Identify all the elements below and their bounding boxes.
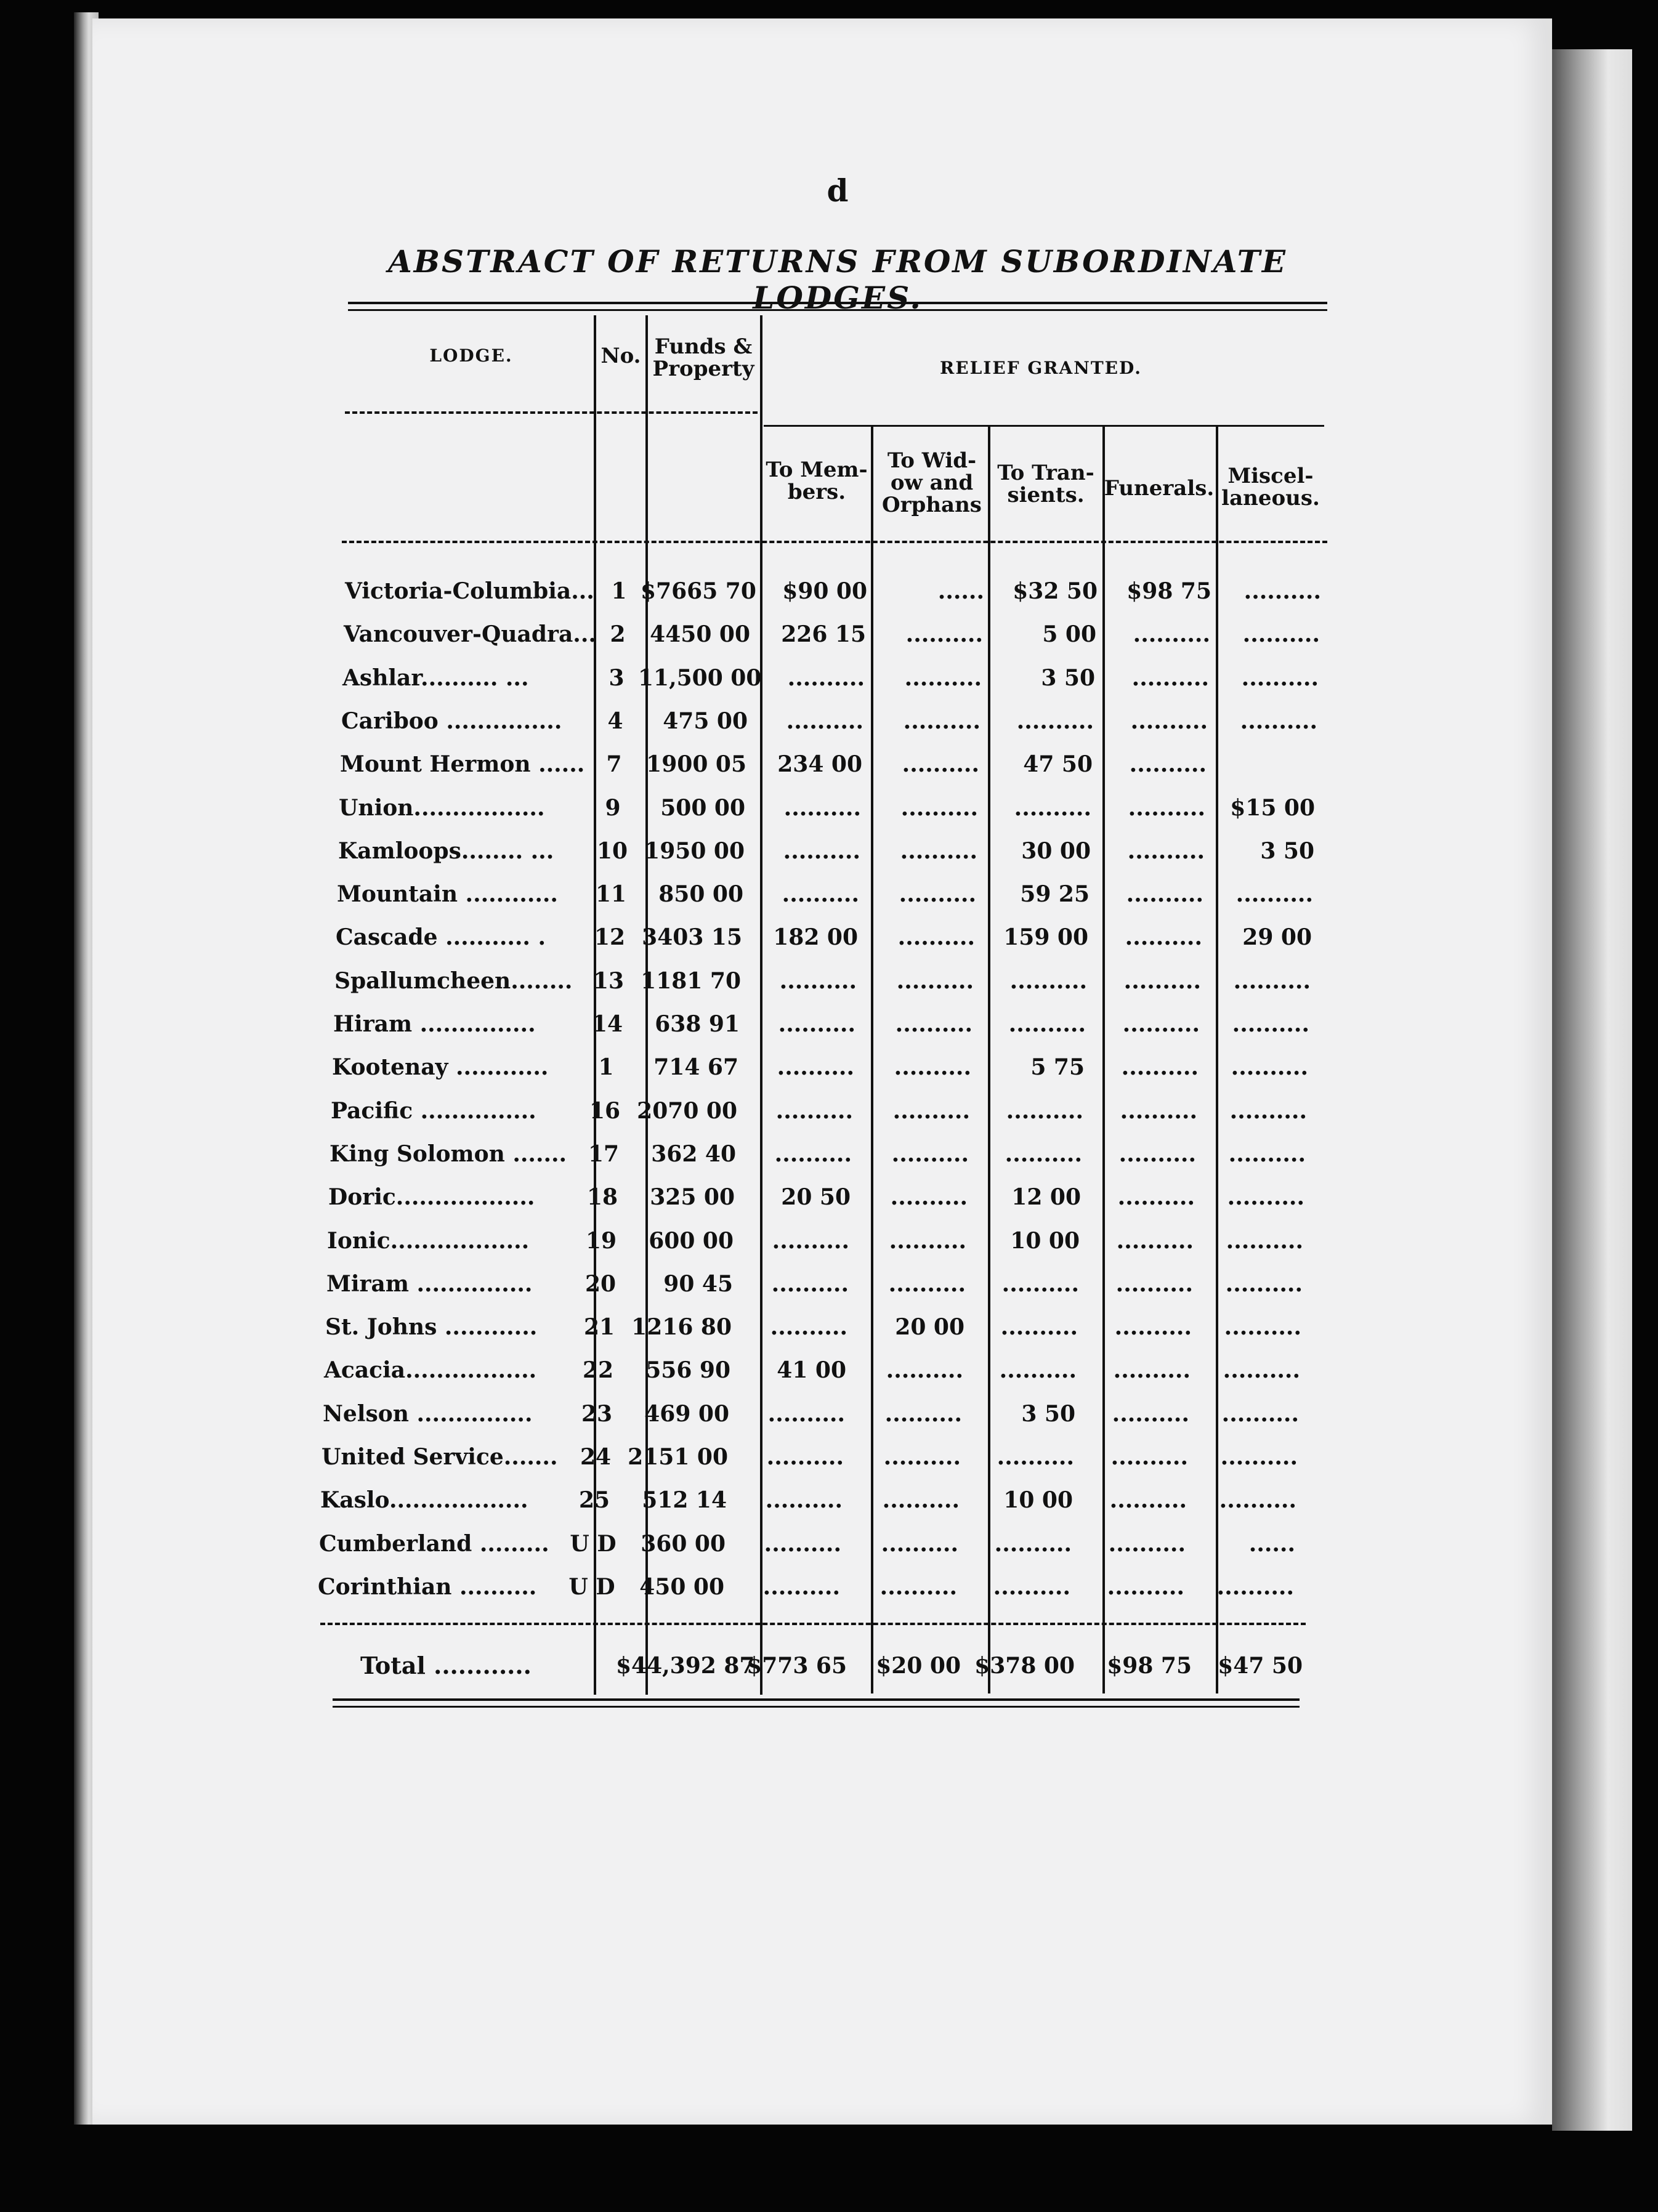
table-row xyxy=(0,613,1657,656)
relief-to-widows-orphans: .......... xyxy=(902,751,979,777)
relief-to-widows-orphans: .......... xyxy=(905,621,983,647)
relief-to-members: .......... xyxy=(777,1054,854,1080)
header-to-members: To Mem-bers. xyxy=(766,458,868,504)
table-row xyxy=(0,656,1656,700)
funds-property: 1216 80 xyxy=(631,1314,732,1340)
funds-property: $7665 70 xyxy=(641,578,756,604)
relief-to-transients: 5 75 xyxy=(1030,1054,1085,1080)
funds-property: 325 00 xyxy=(650,1184,735,1210)
relief-to-members: .......... xyxy=(778,1011,855,1037)
relief-miscellaneous: .......... xyxy=(1228,1141,1306,1167)
relief-to-transients: 47 50 xyxy=(1023,751,1093,777)
relief-miscellaneous: .......... xyxy=(1240,708,1317,734)
funds-property: 850 00 xyxy=(658,881,743,907)
relief-to-members: .......... xyxy=(767,1401,845,1427)
lodge-number: 4 xyxy=(607,708,623,734)
relief-to-transients: 10 00 xyxy=(1010,1228,1080,1254)
relief-to-widows-orphans: .......... xyxy=(895,1011,973,1037)
lodge-name: Victoria-Columbia... xyxy=(345,578,594,604)
relief-funerals: .......... xyxy=(1133,621,1210,647)
relief-funerals: .......... xyxy=(1126,881,1203,907)
relief-to-widows-orphans: .......... xyxy=(889,1228,966,1254)
relief-to-widows-orphans: .......... xyxy=(892,1098,970,1124)
total-funds: $44,392 87 xyxy=(616,1653,755,1679)
relief-to-transients: 12 00 xyxy=(1011,1184,1081,1210)
header-to-widows: To Wid-ow and Orphans xyxy=(882,448,982,517)
relief-to-members: .......... xyxy=(772,1228,849,1254)
relief-to-widows-orphans: .......... xyxy=(904,665,982,691)
funds-property: 475 00 xyxy=(663,708,748,734)
relief-to-members: .......... xyxy=(764,1531,841,1557)
relief-to-members: .......... xyxy=(783,795,861,821)
relief-funerals: .......... xyxy=(1120,1098,1197,1124)
relief-to-members: .......... xyxy=(782,881,859,907)
relief-to-widows-orphans: .......... xyxy=(886,1357,963,1383)
relief-to-members: .......... xyxy=(779,968,857,994)
table-row xyxy=(0,1262,1640,1306)
lodge-number: 18 xyxy=(586,1184,618,1210)
lodge-number: 25 xyxy=(578,1487,610,1513)
relief-funerals: .......... xyxy=(1121,1054,1199,1080)
relief-to-members: .......... xyxy=(770,1314,847,1340)
relief-miscellaneous xyxy=(1215,743,1316,786)
lodge-number: 1 xyxy=(598,1054,614,1080)
relief-to-members: .......... xyxy=(765,1487,843,1513)
lodge-number: 19 xyxy=(585,1228,617,1254)
page-letter: d xyxy=(827,172,849,209)
relief-to-members: .......... xyxy=(775,1098,853,1124)
relief-miscellaneous: 29 00 xyxy=(1242,924,1312,950)
top-rule-2 xyxy=(348,309,1327,311)
header-no: No. xyxy=(601,344,641,368)
relief-funerals: .......... xyxy=(1113,1357,1191,1383)
relief-miscellaneous: .......... xyxy=(1244,578,1321,604)
relief-miscellaneous: .......... xyxy=(1242,621,1320,647)
total-top-rule xyxy=(320,1623,1306,1625)
relief-to-members: 182 00 xyxy=(773,924,858,950)
relief-funerals: .......... xyxy=(1114,1314,1192,1340)
total-transients: $378 00 xyxy=(974,1653,1075,1679)
relief-miscellaneous: .......... xyxy=(1235,881,1313,907)
total-misc: $47 50 xyxy=(1218,1653,1303,1679)
table-row xyxy=(0,1219,1640,1262)
relief-to-transients: 3 50 xyxy=(1041,665,1095,691)
relief-funerals: .......... xyxy=(1112,1401,1189,1427)
funds-property: 1900 05 xyxy=(646,751,746,777)
lodge-number: 13 xyxy=(592,968,625,994)
lodge-number: 11 xyxy=(595,881,627,907)
funds-property: 2070 00 xyxy=(637,1098,737,1124)
relief-to-widows-orphans: .......... xyxy=(881,1531,958,1557)
relief-to-transients: 159 00 xyxy=(1003,924,1088,950)
lodge-name: Doric.................. xyxy=(328,1184,535,1210)
relief-funerals: .......... xyxy=(1130,708,1208,734)
table-row xyxy=(0,1435,1635,1479)
table-row xyxy=(0,1003,1646,1046)
funds-property: 360 00 xyxy=(641,1531,726,1557)
bottom-rule-2 xyxy=(333,1706,1300,1708)
relief-to-members: $90 00 xyxy=(782,578,867,604)
relief-to-widows-orphans: .......... xyxy=(894,1054,971,1080)
table-row xyxy=(0,743,1653,786)
table-row xyxy=(0,1479,1633,1522)
header-funerals: Funerals. xyxy=(1104,476,1215,501)
relief-to-transients: 5 00 xyxy=(1042,621,1096,647)
relief-miscellaneous: .......... xyxy=(1233,968,1311,994)
relief-miscellaneous: .......... xyxy=(1231,1054,1308,1080)
relief-funerals: .......... xyxy=(1107,1574,1184,1600)
relief-miscellaneous: .......... xyxy=(1229,1098,1307,1124)
relief-to-members: .......... xyxy=(774,1141,852,1167)
relief-funerals: .......... xyxy=(1125,924,1202,950)
table-row xyxy=(0,1522,1632,1565)
relief-to-members: 41 00 xyxy=(777,1357,846,1383)
relief-to-members: .......... xyxy=(786,708,863,734)
lodge-number: 16 xyxy=(589,1098,621,1124)
lodge-name: Mountain ............ xyxy=(337,881,558,907)
relief-to-members: .......... xyxy=(762,1574,840,1600)
relief-to-members: 226 15 xyxy=(781,621,866,647)
table-row xyxy=(0,1132,1643,1176)
relief-funerals: .......... xyxy=(1131,665,1209,691)
total-funerals: $98 75 xyxy=(1107,1653,1192,1679)
relief-miscellaneous: .......... xyxy=(1219,1487,1296,1513)
relief-miscellaneous: .......... xyxy=(1220,1444,1298,1470)
lodge-name: Spallumcheen........ xyxy=(334,968,573,994)
relief-to-widows-orphans: .......... xyxy=(883,1444,961,1470)
funds-property: 600 00 xyxy=(649,1228,734,1254)
lodge-name: Hiram ............... xyxy=(333,1011,536,1037)
table-row xyxy=(0,700,1654,743)
relief-miscellaneous: .......... xyxy=(1241,665,1319,691)
table-row xyxy=(0,830,1651,873)
relief-to-widows-orphans: .......... xyxy=(903,708,981,734)
relief-miscellaneous: .......... xyxy=(1216,1574,1294,1600)
funds-property: 362 40 xyxy=(651,1141,736,1167)
relief-to-widows-orphans: .......... xyxy=(900,795,978,821)
table-row xyxy=(0,570,1658,613)
relief-to-transients: .......... xyxy=(1016,708,1094,734)
relief-to-members: .......... xyxy=(783,838,860,864)
table-row xyxy=(0,1565,1631,1609)
relief-to-widows-orphans: .......... xyxy=(890,1184,968,1210)
header-funds: Funds & Property xyxy=(652,334,754,381)
relief-to-transients: 3 50 xyxy=(1021,1401,1075,1427)
relief-to-transients: $32 50 xyxy=(1013,578,1098,604)
relief-miscellaneous: .......... xyxy=(1223,1357,1300,1383)
relief-to-widows-orphans: .......... xyxy=(900,838,977,864)
relief-miscellaneous: .......... xyxy=(1225,1271,1303,1297)
lodge-name: United Service....... xyxy=(321,1444,558,1470)
header-relief-granted: RELIEF GRANTED. xyxy=(939,358,1142,378)
relief-funerals: .......... xyxy=(1127,838,1205,864)
lodge-number: 22 xyxy=(582,1357,614,1383)
lodge-number: 21 xyxy=(583,1314,615,1340)
lodge-name: Acacia................. xyxy=(324,1357,537,1383)
relief-to-widows-orphans: .......... xyxy=(891,1141,969,1167)
relief-to-transients: 10 00 xyxy=(1003,1487,1073,1513)
relief-to-transients: .......... xyxy=(1008,1011,1086,1037)
relief-to-widows-orphans: .......... xyxy=(880,1574,957,1600)
lodge-number: U D xyxy=(568,1574,615,1600)
lodge-name: Kootenay ............ xyxy=(332,1054,549,1080)
table-row xyxy=(0,786,1652,830)
relief-funerals: .......... xyxy=(1110,1444,1188,1470)
relief-to-transients: .......... xyxy=(1000,1314,1078,1340)
header-dash-rule xyxy=(345,411,758,414)
top-rule-1 xyxy=(348,302,1327,304)
table-row xyxy=(0,1392,1636,1435)
relief-miscellaneous: .......... xyxy=(1226,1228,1303,1254)
table-row xyxy=(0,1349,1637,1392)
table-row xyxy=(0,916,1649,959)
lodge-name: Vancouver-Quadra... xyxy=(344,621,596,647)
funds-property: 1950 00 xyxy=(644,838,745,864)
relief-to-widows-orphans: .......... xyxy=(897,924,975,950)
funds-property: 11,500 00 xyxy=(638,665,762,691)
relief-funerals: $98 75 xyxy=(1126,578,1211,604)
relief-to-transients: .......... xyxy=(1005,1141,1082,1167)
lodge-number: 24 xyxy=(580,1444,612,1470)
lodge-name: Cumberland ......... xyxy=(319,1531,549,1557)
funds-property: 450 00 xyxy=(639,1574,724,1600)
relief-to-widows-orphans: .......... xyxy=(899,881,976,907)
relief-subrule xyxy=(764,425,1324,427)
lodge-number: 10 xyxy=(596,838,628,864)
relief-to-transients: .......... xyxy=(994,1531,1072,1557)
table-row xyxy=(0,1176,1641,1219)
table-row xyxy=(0,873,1650,916)
lodge-name: Mount Hermon ...... xyxy=(340,751,585,777)
lodge-number: 17 xyxy=(588,1141,620,1167)
relief-to-members: 20 50 xyxy=(781,1184,851,1210)
lodge-number: U D xyxy=(570,1531,617,1557)
funds-property: 2151 00 xyxy=(628,1444,728,1470)
lodge-name: Miram ............... xyxy=(326,1271,533,1297)
header-lodge: LODGE. xyxy=(429,345,513,366)
lodge-number: 20 xyxy=(584,1271,617,1297)
funds-property: 3403 15 xyxy=(642,924,742,950)
relief-to-transients: .......... xyxy=(1001,1271,1079,1297)
lodge-number: 2 xyxy=(610,621,626,647)
relief-to-transients: .......... xyxy=(1009,968,1087,994)
relief-funerals: .......... xyxy=(1115,1271,1193,1297)
table-row xyxy=(0,1046,1645,1089)
funds-property: 500 00 xyxy=(660,795,745,821)
relief-to-widows-orphans: ...... xyxy=(937,578,984,604)
table-row xyxy=(0,959,1648,1003)
lodge-name: Kamloops........ ... xyxy=(338,838,554,864)
relief-to-members: .......... xyxy=(766,1444,844,1470)
funds-property: 714 67 xyxy=(653,1054,738,1080)
total-members: $773 65 xyxy=(746,1653,847,1679)
relief-miscellaneous: .......... xyxy=(1232,1011,1309,1037)
relief-to-transients: .......... xyxy=(997,1444,1074,1470)
funds-property: 556 90 xyxy=(645,1357,730,1383)
document-title: ABSTRACT OF RETURNS FROM SUBORDINATE LODGES. xyxy=(387,243,1288,316)
funds-property: 512 14 xyxy=(642,1487,727,1513)
lodge-number: 1 xyxy=(611,578,627,604)
relief-to-transients: .......... xyxy=(993,1574,1070,1600)
relief-miscellaneous: ...... xyxy=(1248,1531,1295,1557)
relief-funerals: .......... xyxy=(1123,968,1201,994)
total-label: Total ............ xyxy=(360,1652,532,1679)
relief-to-members: .......... xyxy=(787,665,865,691)
lodge-name: Cascade ........... . xyxy=(336,924,546,950)
lodge-name: Pacific ............... xyxy=(331,1098,536,1124)
relief-funerals: .......... xyxy=(1116,1228,1194,1254)
relief-funerals: .......... xyxy=(1117,1184,1195,1210)
relief-funerals: .......... xyxy=(1109,1487,1187,1513)
bottom-rule-1 xyxy=(333,1698,1300,1701)
lodge-name: King Solomon ....... xyxy=(330,1141,567,1167)
lodge-name: Cariboo ............... xyxy=(341,708,562,734)
lodge-number: 3 xyxy=(609,665,625,691)
lodge-name: Kaslo.................. xyxy=(320,1487,528,1513)
table-row xyxy=(0,1089,1644,1132)
relief-to-widows-orphans: .......... xyxy=(888,1271,966,1297)
lodge-name: Nelson ............... xyxy=(323,1401,533,1427)
relief-to-widows-orphans: .......... xyxy=(896,968,974,994)
total-row xyxy=(0,1644,1658,1687)
header-miscellaneous: Miscel-laneous. xyxy=(1221,464,1320,511)
lodge-name: Union................. xyxy=(339,795,545,821)
lodge-number: 7 xyxy=(606,751,622,777)
relief-to-transients: .......... xyxy=(999,1357,1077,1383)
relief-funerals: .......... xyxy=(1128,795,1205,821)
relief-funerals: .......... xyxy=(1129,751,1207,777)
funds-property: 638 91 xyxy=(655,1011,740,1037)
relief-miscellaneous: $15 00 xyxy=(1230,795,1315,821)
relief-to-transients: .......... xyxy=(1014,795,1091,821)
lodge-number: 9 xyxy=(605,795,621,821)
relief-funerals: .......... xyxy=(1122,1011,1200,1037)
relief-to-widows-orphans: .......... xyxy=(882,1487,960,1513)
table-row xyxy=(0,1306,1638,1349)
total-widows: $20 00 xyxy=(876,1653,961,1679)
funds-property: 90 45 xyxy=(663,1271,733,1297)
relief-to-members: .......... xyxy=(771,1271,849,1297)
lodge-name: Ashlar.......... ... xyxy=(342,665,529,691)
relief-to-members: 234 00 xyxy=(777,751,862,777)
lodge-name: Ionic.................. xyxy=(327,1228,530,1254)
relief-miscellaneous: .......... xyxy=(1227,1184,1304,1210)
lodge-number: 23 xyxy=(581,1401,613,1427)
relief-to-transients: 30 00 xyxy=(1021,838,1091,864)
header-bottom-rule xyxy=(342,541,1327,543)
relief-funerals: .......... xyxy=(1118,1141,1196,1167)
relief-miscellaneous: 3 50 xyxy=(1260,838,1314,864)
funds-property: 1181 70 xyxy=(641,968,741,994)
lodge-number: 14 xyxy=(591,1011,623,1037)
relief-to-transients: .......... xyxy=(1006,1098,1083,1124)
relief-funerals: .......... xyxy=(1108,1531,1186,1557)
header-to-transients: To Tran-sients. xyxy=(997,461,1094,507)
lodge-name: St. Johns ............ xyxy=(325,1314,538,1340)
relief-to-widows-orphans: .......... xyxy=(884,1401,962,1427)
lodge-name: Corinthian .......... xyxy=(318,1574,537,1600)
relief-miscellaneous: .......... xyxy=(1221,1401,1299,1427)
funds-property: 4450 00 xyxy=(650,621,750,647)
funds-property: 469 00 xyxy=(644,1401,729,1427)
relief-miscellaneous: .......... xyxy=(1224,1314,1301,1340)
relief-to-widows-orphans: 20 00 xyxy=(895,1314,964,1340)
lodge-number: 12 xyxy=(594,924,626,950)
relief-to-transients: 59 25 xyxy=(1020,881,1090,907)
